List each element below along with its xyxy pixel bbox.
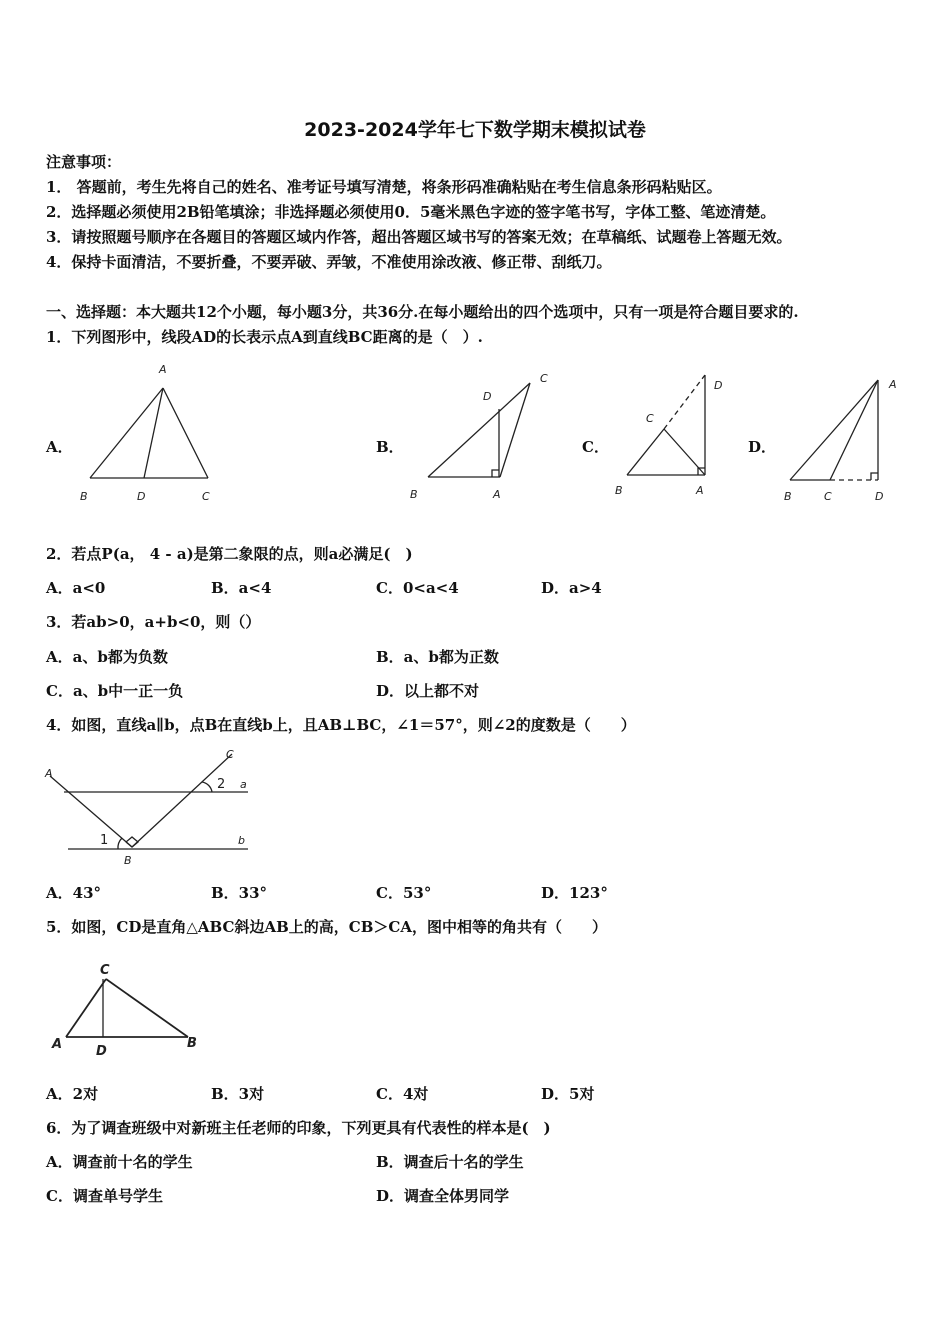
label-line-b: b: [238, 834, 245, 847]
label-a-point: A: [45, 767, 53, 780]
label-c: C: [540, 372, 548, 385]
label-a: A: [493, 488, 501, 501]
label-angle-1: 1: [100, 833, 109, 848]
question-3-stem: 3．若ab>0，a+b<0，则（）: [46, 613, 261, 631]
q4-figure: [40, 740, 260, 870]
label-d: D: [714, 379, 723, 392]
label-b: B: [410, 488, 418, 501]
option-d: D．: [748, 438, 777, 456]
label-a: A: [159, 363, 167, 376]
option-c: C．0<a<4: [376, 579, 459, 597]
option-d: D．5对: [541, 1085, 595, 1103]
section-heading: 一、选择题：本大题共12个小题，每小题3分，共36分.在每小题给出的四个选项中，只有一项是符合题目要求的.: [46, 303, 799, 321]
notice-item: 4．保持卡面清洁，不要折叠，不要弄破、弄皱，不准使用涂改液、修正带、刮纸刀。: [46, 253, 612, 271]
option-d: D．a>4: [541, 579, 602, 597]
question-2-stem: 2．若点P(a， 4 - a)是第二象限的点，则a必满足( ): [46, 545, 413, 563]
option-a: A．43°: [46, 884, 102, 902]
option-b: B．a<4: [211, 579, 272, 597]
question-6-stem: 6．为了调查班级中对新班主任老师的印象，下列更具有代表性的样本是( ): [46, 1119, 551, 1137]
notice-item: 2．选择题必须使用2B铅笔填涂；非选择题必须使用0．5毫米黑色字迹的签字笔书写，字体工整、笔迹清楚。: [46, 203, 776, 221]
question-5-stem: 5．如图，CD是直角△ABC斜边AB上的高，CB＞CA，图中相等的角共有（ ）: [46, 918, 607, 936]
option-a: A．2对: [46, 1085, 99, 1103]
notice-item: 1． 答题前，考生先将自己的姓名、准考证号填写清楚，将条形码准确粘贴在考生信息条形码粘贴区。: [46, 178, 722, 196]
question-4-stem: 4．如图，直线a∥b，点B在直线b上，且AB⊥BC，∠1＝57°，则∠2的度数是（ ）: [46, 716, 636, 734]
option-c: C．a、b中一正一负: [46, 682, 184, 700]
option-d: D．123°: [541, 884, 608, 902]
label-c-point: C: [226, 748, 234, 761]
option-b: B．3对: [211, 1085, 265, 1103]
q1-figure-d: [780, 370, 910, 505]
q1-figure-c: [612, 365, 732, 505]
label-a: A: [889, 378, 897, 391]
option-b: B．33°: [211, 884, 268, 902]
option-a: A．a<0: [46, 579, 106, 597]
option-a: A．调查前十名的学生: [46, 1153, 193, 1171]
option-d: D．以上都不对: [376, 682, 480, 700]
option-a: A．a、b都为负数: [46, 648, 168, 666]
option-c: C．53°: [376, 884, 432, 902]
label-c: C: [202, 490, 210, 503]
label-d: D: [137, 490, 146, 503]
label-d: D: [96, 1044, 107, 1059]
label-b: B: [615, 484, 623, 497]
label-b: B: [187, 1036, 197, 1051]
label-d: D: [875, 490, 884, 503]
q5-figure: [48, 955, 208, 1065]
label-c: C: [100, 963, 110, 978]
option-b: B．a、b都为正数: [376, 648, 499, 666]
option-c: C．: [582, 438, 609, 456]
question-1-stem: 1．下列图形中，线段AD的长表示点A到直线BC距离的是（ ）.: [46, 328, 483, 346]
label-c: C: [824, 490, 832, 503]
option-c: C．调查单号学生: [46, 1187, 163, 1205]
option-b: B．调查后十名的学生: [376, 1153, 524, 1171]
label-c: C: [646, 412, 654, 425]
label-b-point: B: [124, 854, 132, 867]
option-b: B．: [376, 438, 404, 456]
label-b: B: [80, 490, 88, 503]
notice-heading: 注意事项：: [46, 153, 122, 171]
page-title: 2023-2024学年七下数学期末模拟试卷: [304, 119, 646, 141]
option-c: C．4对: [376, 1085, 429, 1103]
option-a: A．: [46, 438, 73, 456]
q1-figure-b: [400, 365, 560, 510]
label-line-a: a: [240, 778, 247, 791]
q1-figure-a: [75, 360, 225, 510]
notice-item: 3．请按照题号顺序在各题目的答题区域内作答，超出答题区域书写的答案无效；在草稿纸、试题卷上答题无效。: [46, 228, 792, 246]
label-a: A: [696, 484, 704, 497]
label-a: A: [52, 1037, 63, 1052]
label-angle-2: 2: [217, 777, 226, 792]
label-d: D: [483, 390, 492, 403]
label-b: B: [784, 490, 792, 503]
option-d: D．调查全体男同学: [376, 1187, 510, 1205]
